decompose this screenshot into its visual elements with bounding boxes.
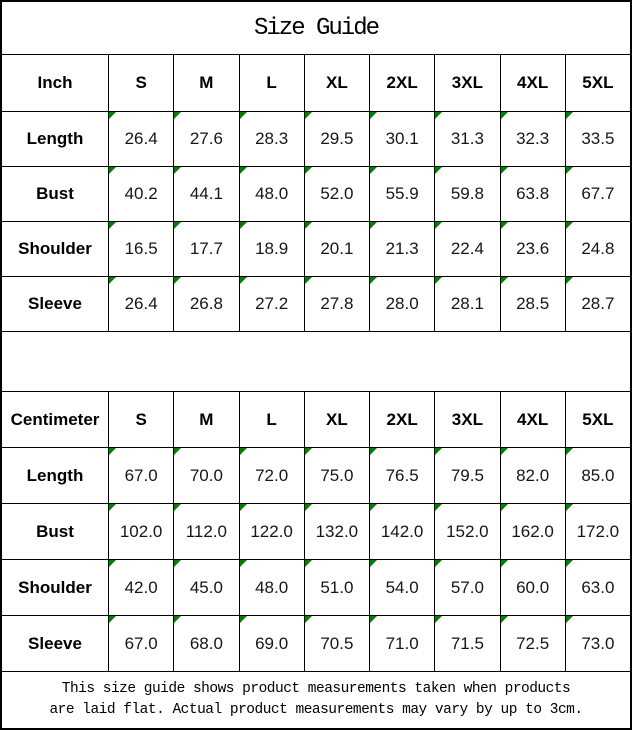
measurement-value-cell: [108, 112, 173, 166]
measurement-value: 54.0: [385, 577, 419, 597]
footnote-line: This size guide shows product measurements taken when products: [61, 680, 571, 697]
green-triangle-icon: [174, 560, 181, 567]
measurement-value-cell: [108, 616, 173, 671]
green-triangle-icon: [240, 112, 247, 119]
green-triangle-icon: [370, 448, 377, 455]
measurement-value: 68.0: [189, 633, 223, 653]
green-triangle-icon: [109, 560, 116, 567]
green-triangle-icon: [109, 222, 116, 229]
measurement-label: Shoulder: [18, 577, 92, 597]
green-triangle-icon: [370, 167, 377, 174]
green-triangle-icon: [566, 448, 573, 455]
green-triangle-icon: [370, 222, 377, 229]
measurement-value-cell: [239, 504, 304, 559]
measurement-value-cell: [173, 277, 238, 331]
green-triangle-icon: [501, 277, 508, 284]
measurement-value: 122.0: [250, 521, 293, 541]
measurement-value-cell: [239, 448, 304, 503]
size-header-row: [2, 55, 630, 112]
measurement-value: 18.9: [255, 239, 289, 258]
green-triangle-icon: [174, 448, 181, 455]
measurement-value-cell: [500, 504, 565, 559]
green-triangle-icon: [566, 277, 573, 284]
green-triangle-icon: [109, 112, 116, 119]
measurement-value: 22.4: [450, 239, 484, 258]
measurement-value: 75.0: [320, 465, 354, 485]
measurement-value: 72.5: [516, 633, 550, 653]
size-column-header: 2XL: [369, 392, 434, 447]
measurement-value-cell: [500, 222, 565, 276]
measurement-value: 28.1: [450, 294, 484, 313]
measurement-value-cell: [108, 560, 173, 615]
measurement-value: 51.0: [320, 577, 354, 597]
size-column-header: 5XL: [565, 55, 630, 111]
measurement-value: 28.5: [516, 294, 550, 313]
size-column-header: M: [173, 55, 238, 111]
size-column-header: 4XL: [500, 55, 565, 111]
measurement-value-cell: [434, 616, 499, 671]
green-triangle-icon: [566, 560, 573, 567]
measurement-value: 48.0: [255, 184, 289, 203]
measurement-value: 59.8: [450, 184, 484, 203]
measurement-value: 70.5: [320, 633, 354, 653]
measurement-value: 20.1: [320, 239, 354, 258]
green-triangle-icon: [240, 448, 247, 455]
measurement-value-cell: [304, 504, 369, 559]
measurement-label: Bust: [36, 184, 74, 203]
measurement-value-cell: [434, 222, 499, 276]
centimeter-size-table: [2, 392, 630, 672]
measurement-value: 55.9: [385, 184, 419, 203]
green-triangle-icon: [435, 112, 442, 119]
table-row: [2, 504, 630, 560]
measurement-value-cell: [369, 616, 434, 671]
green-triangle-icon: [305, 277, 312, 284]
green-triangle-icon: [109, 277, 116, 284]
green-triangle-icon: [240, 222, 247, 229]
measurement-value: 28.7: [581, 294, 615, 313]
measurement-value-cell: [173, 448, 238, 503]
measurement-value: 152.0: [446, 521, 489, 541]
measurement-value-cell: [369, 560, 434, 615]
measurement-value-cell: [173, 167, 238, 221]
size-column-header: 4XL: [500, 392, 565, 447]
green-triangle-icon: [370, 277, 377, 284]
measurement-value: 45.0: [189, 577, 223, 597]
size-column-header: L: [239, 55, 304, 111]
green-triangle-icon: [435, 277, 442, 284]
green-triangle-icon: [109, 448, 116, 455]
size-column-header: S: [108, 55, 173, 111]
measurement-value-cell: [434, 277, 499, 331]
green-triangle-icon: [501, 504, 508, 511]
measurement-value: 24.8: [581, 239, 615, 258]
table-row: [2, 448, 630, 504]
measurement-value: 44.1: [189, 184, 223, 203]
green-triangle-icon: [305, 167, 312, 174]
table-row: [2, 616, 630, 672]
measurement-value: 79.5: [450, 465, 484, 485]
measurement-value: 33.5: [581, 129, 615, 148]
measurement-value: 27.2: [255, 294, 289, 313]
measurement-value-cell: [565, 277, 630, 331]
spacer-row: [2, 332, 630, 392]
green-triangle-icon: [305, 222, 312, 229]
measurement-label: Length: [26, 465, 84, 485]
measurement-value-cell: [239, 222, 304, 276]
measurement-value-cell: [108, 222, 173, 276]
size-column-header: L: [239, 392, 304, 447]
table-row: [2, 222, 630, 277]
measurement-value: 82.0: [516, 465, 550, 485]
size-column-header: S: [108, 392, 173, 447]
measurement-value-cell: [500, 112, 565, 166]
green-triangle-icon: [305, 504, 312, 511]
measurement-value-cell: [369, 504, 434, 559]
green-triangle-icon: [370, 616, 377, 623]
table-row: [2, 277, 630, 332]
measurement-label: Sleeve: [28, 294, 82, 313]
measurement-value: 71.5: [450, 633, 484, 653]
measurement-value: 17.7: [189, 239, 223, 258]
measurement-value-cell: [500, 560, 565, 615]
measurement-value: 30.1: [385, 129, 419, 148]
measurement-value: 63.8: [516, 184, 550, 203]
measurement-value: 85.0: [581, 465, 615, 485]
measurement-value-cell: [108, 167, 173, 221]
green-triangle-icon: [174, 616, 181, 623]
green-triangle-icon: [435, 504, 442, 511]
footnote-line: are laid flat. Actual product measurements may vary by up to 3cm.: [49, 702, 583, 718]
measurement-value-cell: [304, 112, 369, 166]
green-triangle-icon: [435, 167, 442, 174]
green-triangle-icon: [109, 616, 116, 623]
measurement-value-cell: [239, 560, 304, 615]
measurement-value-cell: [434, 560, 499, 615]
green-triangle-icon: [501, 616, 508, 623]
measurement-value-cell: [173, 560, 238, 615]
measurement-value: 162.0: [511, 521, 554, 541]
measurement-value-cell: [369, 277, 434, 331]
measurement-value-cell: [565, 112, 630, 166]
measurement-value: 69.0: [255, 633, 289, 653]
green-triangle-icon: [501, 112, 508, 119]
measurement-value-cell: [565, 504, 630, 559]
measurement-value: 42.0: [124, 577, 158, 597]
measurement-value-cell: [565, 448, 630, 503]
measurement-value: 57.0: [450, 577, 484, 597]
measurement-value: 67.0: [124, 465, 158, 485]
measurement-value-cell: [369, 112, 434, 166]
measurement-value-cell: [500, 277, 565, 331]
measurement-label: Sleeve: [28, 633, 82, 653]
measurement-value-cell: [565, 222, 630, 276]
measurement-value-cell: [239, 167, 304, 221]
measurement-value-cell: [239, 616, 304, 671]
measurement-value-cell: [304, 560, 369, 615]
green-triangle-icon: [435, 448, 442, 455]
measurement-value: 132.0: [315, 521, 359, 541]
green-triangle-icon: [305, 616, 312, 623]
green-triangle-icon: [370, 112, 377, 119]
green-triangle-icon: [109, 504, 116, 511]
measurement-value: 23.6: [516, 239, 550, 258]
measurement-value-cell: [304, 222, 369, 276]
measurement-value-cell: [173, 222, 238, 276]
measurement-value: 16.5: [124, 239, 158, 258]
size-header-row: [2, 392, 630, 448]
measurement-value: 26.4: [124, 129, 158, 148]
measurement-value-cell: [304, 167, 369, 221]
measurement-value-cell: [108, 504, 173, 559]
green-triangle-icon: [501, 222, 508, 229]
measurement-value: 29.5: [320, 129, 354, 148]
measurement-value: 67.7: [581, 184, 615, 203]
green-triangle-icon: [240, 167, 247, 174]
measurement-value: 102.0: [119, 521, 163, 541]
green-triangle-icon: [501, 560, 508, 567]
green-triangle-icon: [370, 560, 377, 567]
size-column-header: 3XL: [434, 55, 499, 111]
table-row: [2, 560, 630, 616]
measurement-value-cell: [565, 560, 630, 615]
measurement-value-cell: [304, 448, 369, 503]
measurement-value: 31.3: [450, 129, 484, 148]
size-column-header: 5XL: [565, 392, 630, 447]
green-triangle-icon: [435, 560, 442, 567]
table-row: [2, 167, 630, 222]
measurement-value: 71.0: [385, 633, 419, 653]
size-guide-footnote: [2, 672, 630, 728]
green-triangle-icon: [174, 112, 181, 119]
measurement-value: 172.0: [576, 521, 620, 541]
measurement-value-cell: [565, 616, 630, 671]
green-triangle-icon: [174, 504, 181, 511]
green-triangle-icon: [566, 616, 573, 623]
measurement-value-cell: [565, 167, 630, 221]
size-column-header: 3XL: [434, 392, 499, 447]
measurement-value-cell: [173, 504, 238, 559]
measurement-value: 142.0: [380, 521, 424, 541]
green-triangle-icon: [240, 560, 247, 567]
measurement-value: 32.3: [516, 129, 550, 148]
measurement-value: 112.0: [185, 521, 228, 541]
size-column-header: XL: [304, 392, 369, 447]
measurement-label: Length: [26, 129, 84, 148]
green-triangle-icon: [305, 448, 312, 455]
measurement-value-cell: [239, 112, 304, 166]
green-triangle-icon: [174, 277, 181, 284]
page-title: Size Guide: [253, 14, 379, 42]
measurement-value: 67.0: [124, 633, 158, 653]
green-triangle-icon: [566, 167, 573, 174]
measurement-value-cell: [239, 277, 304, 331]
measurement-label: Bust: [36, 521, 74, 541]
green-triangle-icon: [566, 504, 573, 511]
size-column-header: 2XL: [369, 55, 434, 111]
title-row: [2, 2, 630, 55]
measurement-value-cell: [108, 277, 173, 331]
green-triangle-icon: [305, 112, 312, 119]
measurement-value: 21.3: [385, 239, 419, 258]
green-triangle-icon: [109, 167, 116, 174]
measurement-value-cell: [369, 448, 434, 503]
green-triangle-icon: [501, 448, 508, 455]
table-row: [2, 112, 630, 167]
measurement-value: 60.0: [516, 577, 550, 597]
measurement-value: 26.8: [189, 294, 223, 313]
green-triangle-icon: [370, 504, 377, 511]
green-triangle-icon: [566, 222, 573, 229]
measurement-value-cell: [434, 448, 499, 503]
measurement-value: 63.0: [581, 577, 615, 597]
measurement-value: 27.6: [189, 129, 223, 148]
measurement-value-cell: [108, 448, 173, 503]
unit-label: Inch: [37, 73, 73, 92]
measurement-value: 40.2: [124, 184, 158, 203]
green-triangle-icon: [240, 277, 247, 284]
green-triangle-icon: [240, 504, 247, 511]
measurement-value: 48.0: [255, 577, 289, 597]
green-triangle-icon: [566, 112, 573, 119]
green-triangle-icon: [305, 560, 312, 567]
size-column-header: XL: [304, 55, 369, 111]
size-column-header: M: [173, 392, 238, 447]
measurement-value-cell: [500, 448, 565, 503]
green-triangle-icon: [501, 167, 508, 174]
green-triangle-icon: [435, 616, 442, 623]
measurement-value-cell: [434, 504, 499, 559]
measurement-value: 76.5: [385, 465, 419, 485]
unit-label: Centimeter: [10, 409, 100, 429]
green-triangle-icon: [240, 616, 247, 623]
measurement-value: 52.0: [320, 184, 354, 203]
measurement-value-cell: [434, 112, 499, 166]
measurement-value: 70.0: [189, 465, 223, 485]
inch-size-table: [2, 55, 630, 332]
measurement-value-cell: [500, 167, 565, 221]
green-triangle-icon: [174, 167, 181, 174]
green-triangle-icon: [435, 222, 442, 229]
measurement-value-cell: [304, 616, 369, 671]
measurement-value: 73.0: [581, 633, 615, 653]
measurement-value: 27.8: [320, 294, 354, 313]
measurement-label: Shoulder: [18, 239, 92, 258]
measurement-value: 28.0: [385, 294, 419, 313]
measurement-value-cell: [173, 112, 238, 166]
measurement-value: 26.4: [124, 294, 158, 313]
measurement-value-cell: [500, 616, 565, 671]
measurement-value-cell: [369, 167, 434, 221]
measurement-value: 28.3: [255, 129, 289, 148]
measurement-value-cell: [369, 222, 434, 276]
measurement-value-cell: [173, 616, 238, 671]
measurement-value: 72.0: [255, 465, 289, 485]
measurement-value-cell: [304, 277, 369, 331]
green-triangle-icon: [174, 222, 181, 229]
measurement-value-cell: [434, 167, 499, 221]
